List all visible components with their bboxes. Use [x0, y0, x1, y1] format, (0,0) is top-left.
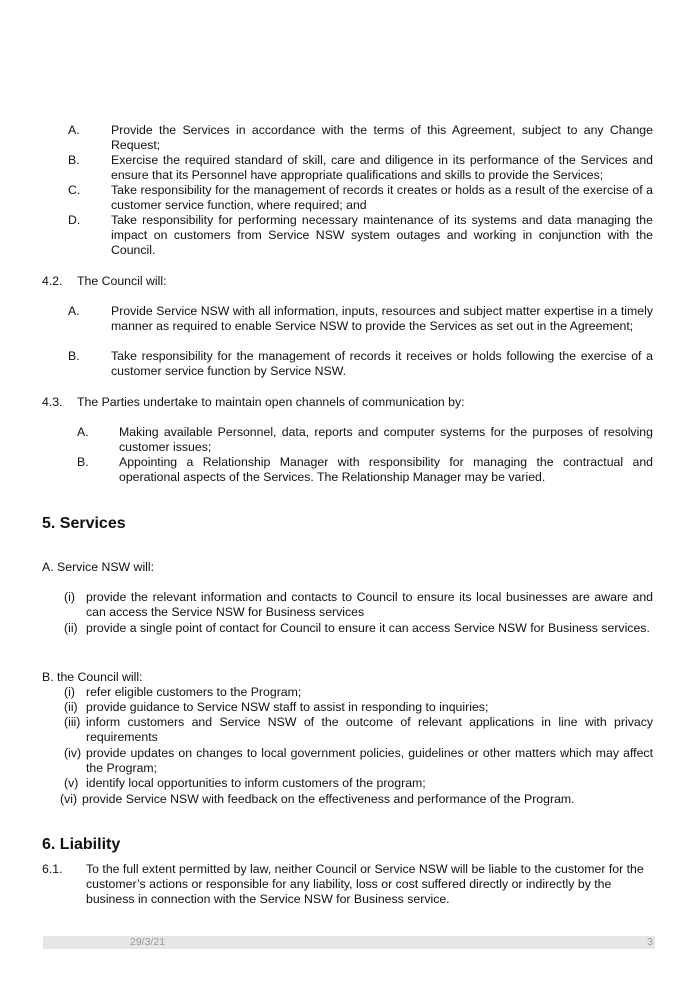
- list-label: A.: [68, 304, 80, 318]
- list-label: D.: [68, 213, 81, 227]
- list-label: C.: [68, 183, 81, 197]
- list-label: (i): [64, 590, 75, 604]
- page-number: 3: [647, 936, 653, 948]
- clause-text: To the full extent permitted by law, neither Council or Service NSW will be liable to the customer for the customer’s actions or responsible for any liability, loss or cost suffered directly or indirectly by the business in connection with the Service NSW for Business service.: [86, 862, 644, 906]
- footer-date: 29/3/21: [130, 936, 166, 948]
- list-item-text: Provide the Services in accordance with the terms of this Agreement, subject to any Change Request;: [111, 123, 653, 152]
- list-label: B.: [68, 349, 80, 363]
- list-label: (ii): [64, 621, 78, 635]
- list-item-text: provide guidance to Service NSW staff to assist in responding to inquiries;: [86, 700, 489, 714]
- clause-number: 4.3.: [42, 395, 63, 409]
- list-label: (ii): [64, 700, 78, 714]
- list-label: B.: [77, 455, 89, 469]
- section-heading: 5. Services: [42, 515, 126, 532]
- list-label: B.: [68, 153, 80, 167]
- list-label: A.: [77, 425, 89, 439]
- sub-intro: B. the Council will:: [42, 670, 143, 684]
- list-item-text: provide Service NSW with feedback on the effectiveness and performance of the Program.: [82, 792, 575, 806]
- list-item-text: Appointing a Relationship Manager with responsibility for managing the contractual and operational aspects of the Services. The Relationship Manager may be varied.: [119, 455, 653, 484]
- list-item-text: provide the relevant information and contacts to Council to ensure its local businesses are aware and can access the Service NSW for Business services: [86, 590, 653, 619]
- sub-intro: A. Service NSW will:: [42, 560, 155, 574]
- list-item-text: Exercise the required standard of skill, care and diligence in its performance of the Services and ensure that its Personnel have appropriate qualifications and skills to provide the Services;: [111, 153, 653, 182]
- section-heading: 6. Liability: [42, 836, 121, 853]
- list-item-text: inform customers and Service NSW of the outcome of relevant applications in line with privacy requirements: [86, 715, 653, 744]
- list-label: (vi): [60, 792, 78, 806]
- list-item-text: Take responsibility for the management of records it creates or holds as a result of the exercise of a customer service function, where required; and: [111, 183, 653, 212]
- list-item-text: identify local opportunities to inform customers of the program;: [86, 776, 426, 790]
- list-item-text: refer eligible customers to the Program;: [86, 685, 302, 699]
- clause-number: 6.1.: [42, 862, 63, 876]
- list-item-text: Take responsibility for the management of records it receives or holds following the exercise of a customer service function by Service NSW.: [111, 349, 653, 378]
- clause-intro: The Parties undertake to maintain open channels of communication by:: [77, 395, 465, 409]
- list-item-text: Take responsibility for performing necessary maintenance of its systems and data managing the impact on customers from Service NSW system outages and working in conjunction with the Council.: [111, 213, 653, 257]
- clause-intro: The Council will:: [77, 274, 167, 288]
- list-item-text: provide a single point of contact for Council to ensure it can access Service NSW for Business services.: [86, 621, 650, 635]
- list-item-text: Provide Service NSW with all information, inputs, resources and subject matter expertise in a timely manner as required to enable Service NSW to provide the Services as set out in the Agreement;: [111, 304, 653, 333]
- list-item-text: provide updates on changes to local government policies, guidelines or other matters which may affect the Program;: [86, 746, 653, 775]
- clause-number: 4.2.: [42, 274, 63, 288]
- list-label: (i): [64, 685, 75, 699]
- list-item-text: Making available Personnel, data, reports and computer systems for the purposes of resolving customer issues;: [119, 425, 653, 454]
- list-label: A.: [68, 123, 80, 137]
- list-label: (iii): [64, 715, 81, 729]
- list-label: (v): [64, 776, 79, 790]
- list-label: (iv): [64, 746, 82, 760]
